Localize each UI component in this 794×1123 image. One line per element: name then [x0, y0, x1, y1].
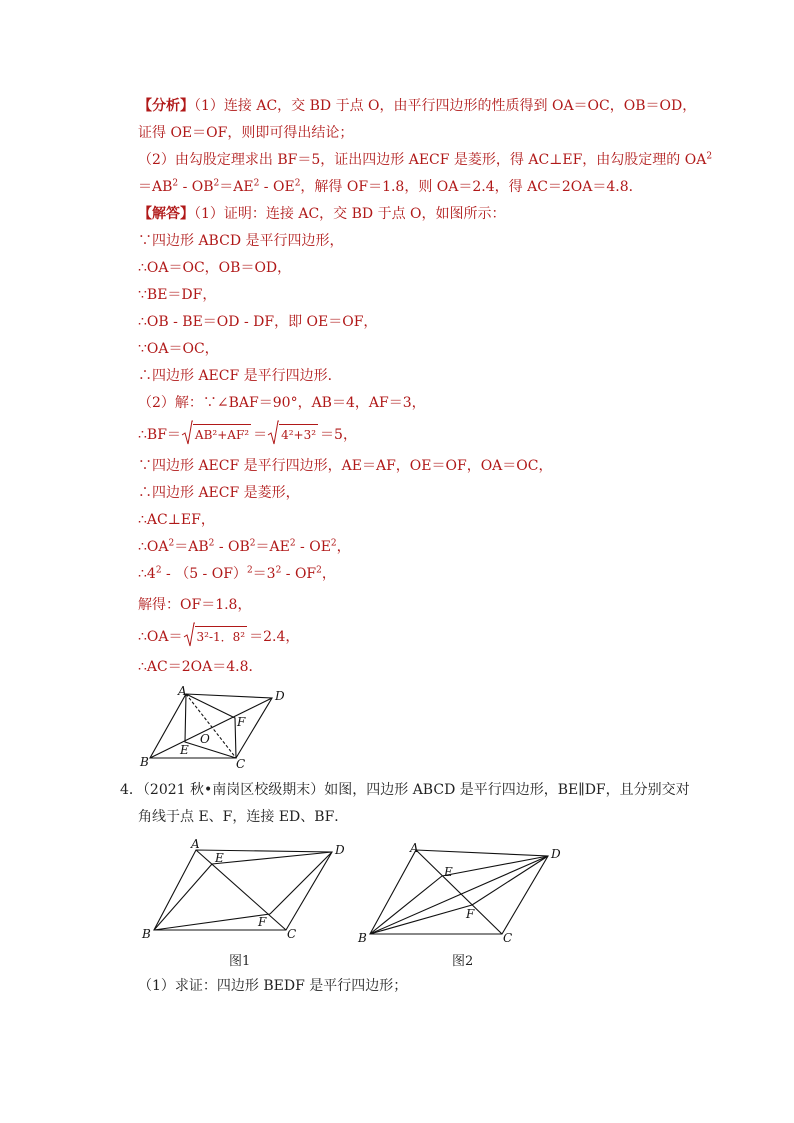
label-c: C	[236, 757, 246, 768]
analysis-text-4d: - OE	[259, 179, 295, 195]
label-f: F	[237, 715, 246, 729]
solution-line-3: ∴OA＝OC，OB＝OD，	[138, 260, 292, 276]
segment-bf	[154, 914, 270, 930]
superscript: 2	[275, 565, 282, 576]
superscript: 2	[172, 178, 179, 189]
solution-line-5: ∴OB - BE＝OD - DF，即 OE＝OF，	[138, 314, 378, 330]
label-a: A	[410, 841, 419, 855]
label-e: E	[444, 865, 453, 879]
analysis-line-4	[138, 177, 643, 197]
solution-line-13	[138, 537, 351, 557]
label-e: E	[180, 743, 189, 757]
problem-4-line-2: 角线于点 E、F，连接 ED、BF．	[138, 809, 349, 825]
solution-text-9b: ＝5，	[320, 427, 357, 443]
label-a: A	[191, 838, 200, 851]
diagonal-bd	[370, 856, 548, 934]
superscript: 2	[246, 565, 253, 576]
solution-text-14a: ∴4	[138, 566, 156, 582]
analysis-text-3: （2）由勾股定理求出 BF＝5，证出四边形 AECF 是菱形，得 AC⊥EF，由勾股定理的 OA	[138, 152, 707, 168]
superscript: 2	[330, 538, 337, 549]
label-c: C	[287, 927, 297, 941]
radicand-2: 4²+3²	[279, 424, 318, 445]
solution-text-13d: ＝AE	[255, 539, 290, 555]
solution-text-9a: ∴BF＝	[138, 427, 181, 443]
solution-line-1	[138, 204, 506, 224]
superscript: 2	[168, 538, 175, 549]
solution-text-13f: ，	[336, 539, 351, 555]
radical-sign-icon	[181, 420, 193, 446]
label-c: C	[503, 931, 513, 944]
analysis-text-4b: - OB	[178, 179, 214, 195]
solution-text-13a: ∴OA	[138, 539, 169, 555]
analysis-line-3	[138, 150, 712, 170]
superscript: 2	[155, 565, 162, 576]
solution-line-10: ∵四边形 AECF 是平行四边形，AE＝AF，OE＝OF，OA＝OC，	[138, 458, 553, 474]
solution-line-4: ∵BE＝DF，	[138, 287, 217, 303]
solution-line-6: ∵OA＝OC，	[138, 341, 219, 357]
segment-ed	[212, 852, 332, 864]
superscript: 2	[208, 538, 215, 549]
label-f: F	[258, 915, 267, 929]
radical-sign-icon	[267, 420, 279, 446]
label-e: E	[215, 851, 224, 865]
radicand-1: AB²+AF²	[193, 424, 251, 445]
label-b: B	[142, 927, 151, 941]
label-b: B	[140, 755, 149, 768]
analysis-text-4e: ，解得 OF＝1.8，则 OA＝2.4，得 AC＝2OA＝4.8．	[300, 179, 643, 195]
solution-text-14d: - OF	[281, 566, 317, 582]
solution-text-16b: ＝2.4，	[249, 629, 300, 645]
analysis-text-4a: ＝AB	[138, 179, 173, 195]
analysis-line-2: 证得 OE＝OF，则即可得出结论；	[138, 125, 354, 141]
solution-line-8: （2）解：∵∠BAF＝90°，AB＝4，AF＝3，	[138, 395, 426, 411]
solution-line-2: ∵四边形 ABCD 是平行四边形，	[138, 233, 344, 249]
superscript: 2	[253, 178, 260, 189]
solution-line-9	[138, 424, 357, 445]
radical-sign-icon	[183, 622, 195, 648]
solution-tag: 【解答】	[138, 206, 194, 222]
solution-text-14b: - （5 - OF）	[161, 566, 247, 582]
label-f: F	[466, 907, 475, 921]
solution-line-16	[138, 626, 299, 647]
solution-line-15: 解得：OF＝1.8，	[138, 597, 252, 613]
superscript: 2	[294, 178, 301, 189]
sqrt-expression-3	[183, 626, 248, 647]
superscript: 2	[213, 178, 220, 189]
sqrt-expression-1	[181, 424, 251, 445]
solution-text-13b: ＝AB	[174, 539, 209, 555]
solution-text-14c: ＝3	[252, 566, 276, 582]
superscript: 2	[316, 565, 322, 576]
label-a: A	[178, 686, 187, 698]
solution-line-12: ∴AC⊥EF，	[138, 512, 215, 528]
analysis-text-1: （1）连接 AC，交 BD 于点 O，由平行四边形的性质得到 OA＝OC，OB＝OD，	[194, 98, 697, 114]
label-b: B	[358, 931, 367, 944]
label-d: D	[275, 689, 285, 703]
solution-line-7: ∴四边形 AECF 是平行四边形．	[138, 368, 342, 384]
sqrt-expression-2	[267, 424, 318, 445]
superscript: 2	[706, 151, 713, 162]
segment-be	[370, 876, 442, 934]
analysis-text-4c: ＝AE	[219, 179, 254, 195]
solution-text-13c: - OB	[214, 539, 250, 555]
problem-4-question-1: （1）求证：四边形 BEDF 是平行四边形；	[138, 978, 408, 994]
figure-1	[138, 838, 350, 944]
figure-2-caption: 图2	[452, 954, 474, 969]
label-d: D	[335, 843, 345, 857]
solution-text-16a: ∴OA＝	[138, 629, 183, 645]
figure-2	[354, 838, 570, 944]
radicand-3: 3²-1．8²	[195, 626, 248, 647]
solution-text-14e: ，	[321, 566, 336, 582]
label-d: D	[551, 847, 561, 861]
solution-line-11: ∴四边形 AECF 是菱形，	[138, 485, 300, 501]
solution-line-14	[138, 564, 336, 584]
solution-line-17: ∴AC＝2OA＝4.8．	[138, 659, 263, 675]
superscript: 2	[249, 538, 256, 549]
segment-bf	[370, 905, 472, 934]
analysis-line-1	[138, 96, 696, 116]
solution-text-13e: - OE	[295, 539, 331, 555]
solution-text-1: （1）证明：连接 AC，交 BD 于点 O，如图所示：	[194, 206, 506, 222]
equals-sign: ＝	[253, 427, 268, 443]
analysis-tag: 【分析】	[138, 98, 194, 114]
diagonal-ac	[416, 850, 502, 934]
superscript: 2	[289, 538, 296, 549]
problem-4-line-1: 4．（2021 秋•南岗区校级期末）如图，四边形 ABCD 是平行四边形，BE∥DF，且分别交对	[120, 782, 690, 798]
figure-1-caption: 图1	[229, 954, 251, 969]
diagonal-ac	[186, 694, 236, 758]
label-o: O	[200, 732, 210, 746]
parallelogram-figure-solution	[138, 686, 288, 768]
